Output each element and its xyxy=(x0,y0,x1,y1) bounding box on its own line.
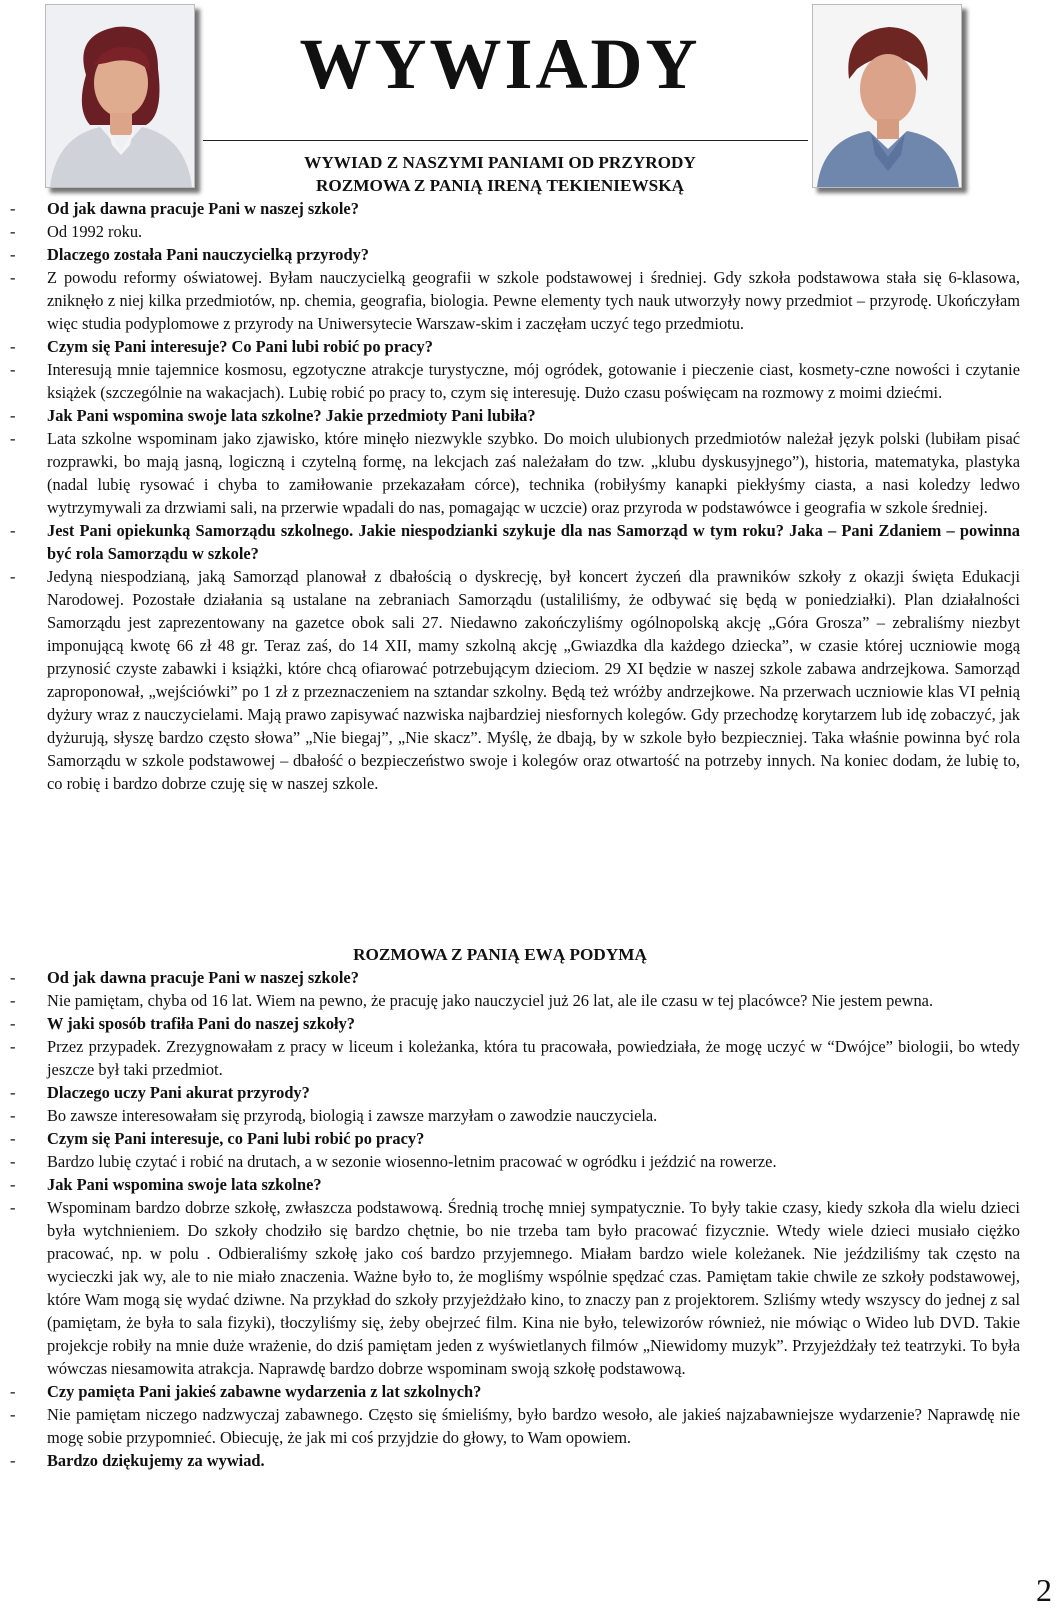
answer-text: Od 1992 roku. xyxy=(47,222,143,241)
answer-text: Bardzo lubię czytać i robić na drutach, a w sezonie wiosenno-letnim pracować w ogródku i jeździć na rowerze. xyxy=(47,1152,777,1171)
dash-marker: - xyxy=(10,1037,16,1056)
qa-question xyxy=(10,1380,1020,1403)
qa-answer xyxy=(10,427,1020,519)
qa-answer xyxy=(10,989,1020,1012)
portrait-photo-right xyxy=(812,4,962,188)
dash-marker: - xyxy=(10,1106,16,1125)
answer-text: Nie pamiętam, chyba od 16 lat. Wiem na pewno, że pracuję jako nauczyciel już 26 lat, ale ile czasu w tej placówce? Nie jestem pewna. xyxy=(47,991,934,1010)
interview-2-body xyxy=(10,966,1020,1472)
qa-answer xyxy=(10,1150,1020,1173)
question-text: Od jak dawna pracuje Pani w naszej szkole? xyxy=(47,199,359,218)
qa-answer xyxy=(10,565,1020,795)
interview-heading: WYWIAD Z NASZYMI PANIAMI OD PRZYRODY xyxy=(304,153,696,172)
dash-marker: - xyxy=(10,1405,16,1424)
interview-subheading: ROZMOWA Z PANIĄ IRENĄ TEKIENIEWSKĄ xyxy=(315,176,684,195)
interview-1-body xyxy=(10,197,1020,795)
portrait-photo-left xyxy=(45,4,195,188)
dash-marker: - xyxy=(10,429,16,448)
question-text: Dlaczego została Pani nauczycielką przyrody? xyxy=(47,245,370,264)
question-text: Czym się Pani interesuje, co Pani lubi robić po pracy? xyxy=(47,1129,425,1148)
qa-question xyxy=(10,1173,1020,1196)
qa-question xyxy=(10,197,1020,220)
dash-marker: - xyxy=(10,1451,16,1470)
answer-text: Jedyną niespodzianą, jaką Samorząd planował z dbałością o dyskrecję, był koncert życzeń dla prawników szkoły z okazji święta Edukacji Narodowej. Pozostałe działania są ustalane na zebraniach Samorządu (ustaliliśmy, że odbywać się będą w poniedziałki). Plan działalności Samorządu jest zaprezentowany na gazetce obok sali 27. Niedawno zakończyliśmy ogólnopolską akcję „Góra Grosza” – zebraliśmy niezbyt imponującą kwotę 66 zł 48 gr. Teraz zaś, do 14 XII, mamy szkolną akcję „Gwiazdka dla każdego dziecka”, w czasie której uczniowie mogą przynosić czyste zabawki i książki, które chcą ofiarować potrzebującym dzieciom. 29 XI będzie w naszej szkole zabawa andrzejkowa. Samorząd zaproponował, „wejściówki” po 1 zł z przeznaczeniem na sztandar szkolny. Będą też wróżby andrzejkowe. Na przerwach uczniowie klas VI pełnią dyżury wraz z nauczycielami. Mają prawo zapisywać nazwiska najbardziej niesfornych kolegów. Gdy przechodzę korytarzem lub idę zobaczyć, jak dyżurują, słyszę bardzo często słowa” „Nie biegaj”, „Nie skacz”. Myślę, że dbają, by w szkole było bezpieczniej. Taka właśnie powinna być rola Samorządu w szkole podstawowej – dbałość o bezpieczeństwo swoje i kolegów oraz otwartość na potrzeby innych. Na koniec dodam, że lubię to, co robię i bardzo dobrze czuję się w naszej szkole. xyxy=(47,567,1020,793)
page-number: 2 xyxy=(1036,1572,1052,1608)
qa-question xyxy=(10,1127,1020,1150)
dash-marker: - xyxy=(10,521,16,540)
qa-question xyxy=(10,335,1020,358)
qa-answer xyxy=(10,358,1020,404)
qa-answer xyxy=(10,1403,1020,1449)
dash-marker: - xyxy=(10,222,16,241)
dash-marker: - xyxy=(10,406,16,425)
qa-answer xyxy=(10,220,1020,243)
dash-marker: - xyxy=(10,991,16,1010)
qa-answer xyxy=(10,1035,1020,1081)
dash-marker: - xyxy=(10,199,16,218)
answer-text: Nie pamiętam niczego nadzwyczaj zabawnego. Często się śmieliśmy, było bardzo wesoło, ale jakieś najzabawniejsze wydarzenie? Naprawdę nie mogę sobie przypomnieć. Obiecuję, że jak mi coś przyjdzie do głowy, to Wam opowiem. xyxy=(47,1405,1020,1447)
question-text: W jaki sposób trafiła Pani do naszej szkoły? xyxy=(47,1014,355,1033)
question-text: Jak Pani wspomina swoje lata szkolne? xyxy=(47,1175,322,1194)
qa-question xyxy=(10,1449,1020,1472)
dash-marker: - xyxy=(10,1014,16,1033)
answer-text: Z powodu reformy oświatowej. Byłam nauczycielką geografii w szkole podstawowej i średniej. Gdy szkoła podstawowa stała się 6-klasowa, zniknęło z niej kilka przedmiotów, np. chemia, geografia, biologia. Pewne elementy tych nauk utworzyły nowy przedmiot – przyrodę. Ukończyłam więc studia podyplomowe z przyrody na Uniwersytecie Warszaw-skim i zaczęłam uczyć tego przedmiotu. xyxy=(47,268,1020,333)
qa-answer xyxy=(10,266,1020,335)
question-text: Bardzo dziękujemy za wywiad. xyxy=(47,1451,265,1470)
interview-2-heading: ROZMOWA Z PANIĄ EWĄ PODYMĄ xyxy=(353,945,647,964)
masthead-title: WYWIADY xyxy=(299,24,701,104)
answer-text: Przez przypadek. Zrezygnowałam z pracy w liceum i koleżanka, która tu pracowała, powiedziała, że mogę uczyć w “Dwójce” biologii, bo wtedy jeszcze był taki przedmiot. xyxy=(47,1037,1020,1079)
question-text: Dlaczego uczy Pani akurat przyrody? xyxy=(47,1083,310,1102)
answer-text: Wspominam bardzo dobrze szkołę, zwłaszcza podstawową. Średnią trochę mniej sympatycznie. To były takie czasy, kiedy szkoła dla wielu dzieci była wytchnieniem. Do szkoły chodziło się bardzo chętnie, bo nie trzeba tam było pracować fizycznie. Wtedy wiele dzieci musiało ciężko pracować, np. w polu . Odbieraliśmy szkołę jako coś bardzo przyjemnego. Miałam bardzo wiele koleżanek. Nie jeździliśmy tak często na wycieczki jak wy, ale to nie miało znaczenia. Ważne było to, że mogliśmy wspólnie spędzać czas. Pamiętam takie chwile ze szkoły podstawowej, które Wam mogą się wydać dziwne. Na przykład do szkoły przyjeżdżało kino, to znaczy pan z projektorem. Szliśmy wtedy wszyscy do jednej z sal (pamiętam, że była to sala fizyki), tłoczyliśmy się, żeby obejrzeć film. Kina nie było, telewizorów również, nie mówiąc o Wideo lub DVD. Takie projekcje robiły na mnie duże wrażenie, do dziś pamiętam jeden z wyświetlanych filmów „Niewidomy muzyk”. Przyjeżdżały też teatrzyki. To była wówczas niesamowita atrakcja. Naprawdę bardzo dobrze wspominam swoją szkołę podstawową. xyxy=(47,1198,1020,1378)
question-text: Czym się Pani interesuje? Co Pani lubi robić po pracy? xyxy=(47,337,433,356)
dash-marker: - xyxy=(10,337,16,356)
dash-marker: - xyxy=(10,1382,16,1401)
answer-text: Bo zawsze interesowałam się przyrodą, biologią i zawsze marzyłam o zawodzie nauczyciela. xyxy=(47,1106,658,1125)
dash-marker: - xyxy=(10,360,16,379)
header-rule xyxy=(203,140,808,141)
qa-question xyxy=(10,519,1020,565)
dash-marker: - xyxy=(10,1129,16,1148)
question-text: Od jak dawna pracuje Pani w naszej szkole? xyxy=(47,968,359,987)
dash-marker: - xyxy=(10,968,16,987)
answer-text: Lata szkolne wspominam jako zjawisko, które minęło niezwykle szybko. Do moich ulubionych przedmiotów należał język polski (lubiłam pisać rozprawki, bo mają jasną, logiczną i czytelną formę, na lekcjach zaś należałam do tzw. „klubu dyskusyjnego”), historia, matematyka, plastyka (nadal lubię rysować i chyba to zamiłowanie przekazałam córce), technika (robiłyśmy kanapki piekłyśmy ciasta, a nasi koledzy ledwo wytrzymywali za drzwiami sali, na przerwie wpadali do nas, pomagając w uczcie) oraz przyroda w podstawówce i geografia w szkole średniej. xyxy=(47,429,1020,517)
qa-question xyxy=(10,243,1020,266)
qa-question xyxy=(10,1081,1020,1104)
qa-question xyxy=(10,404,1020,427)
question-text: Jest Pani opiekunką Samorządu szkolnego. Jakie niespodzianki szykuje dla nas Samorząd w tym roku? Jaka – Pani Zdaniem – powinna być rola Samorządu w szkole? xyxy=(47,521,1020,563)
qa-answer xyxy=(10,1104,1020,1127)
qa-question xyxy=(10,1012,1020,1035)
dash-marker: - xyxy=(10,567,16,586)
dash-marker: - xyxy=(10,1198,16,1217)
dash-marker: - xyxy=(10,245,16,264)
question-text: Jak Pani wspomina swoje lata szkolne? Jakie przedmioty Pani lubiła? xyxy=(47,406,536,425)
answer-text: Interesują mnie tajemnice kosmosu, egzotyczne atrakcje turystyczne, mój ogródek, gotowanie i pieczenie ciast, kosmety-czne nowości i czytanie książek (szczególnie na wakacjach). Lubię robić po pracy to, czym się interesuję. Dużo czasu poświęcam na rozmowy z moimi dziećmi. xyxy=(47,360,1020,402)
question-text: Czy pamięta Pani jakieś zabawne wydarzenia z lat szkolnych? xyxy=(47,1382,482,1401)
dash-marker: - xyxy=(10,1175,16,1194)
dash-marker: - xyxy=(10,268,16,287)
dash-marker: - xyxy=(10,1083,16,1102)
dash-marker: - xyxy=(10,1152,16,1171)
qa-answer xyxy=(10,1196,1020,1380)
qa-question xyxy=(10,966,1020,989)
